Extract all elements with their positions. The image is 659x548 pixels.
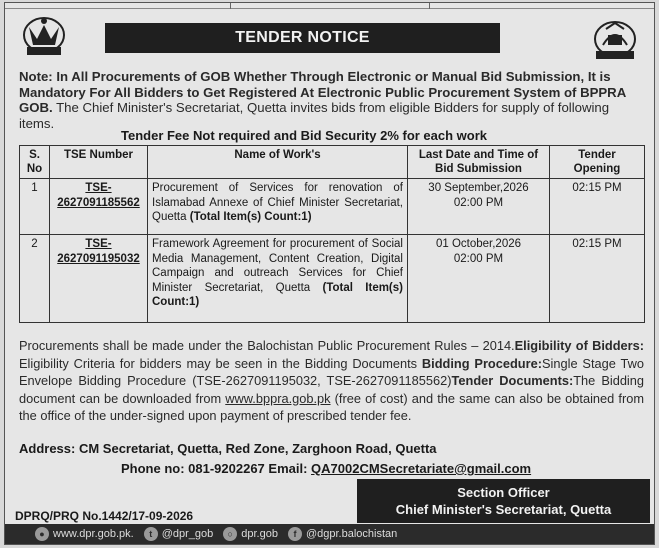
row-work-name [148, 179, 408, 235]
officer-office: Chief Minister's Secretariat, Quetta [395, 502, 612, 517]
row-opening-time: 02:15 PM [550, 179, 645, 235]
phone-label: Phone no: 081-9202267 Email: [121, 461, 312, 476]
note-line-3 [19, 100, 644, 116]
contact-line [121, 461, 531, 476]
procedure-text: Single Stage Two Envelope Bidding Procedure (TSE-2627091195032, TSE-2627091185562) [19, 355, 644, 388]
header-date: Last Date and Time of Bid Submission [408, 146, 550, 179]
documents-label: Tender Documents: [451, 373, 574, 388]
row-deadline [408, 179, 550, 235]
rules-text: Procurements shall be made under the Balochistan Public Procurement Rules – 2014. [19, 338, 515, 353]
page-title: TENDER NOTICE [105, 23, 500, 53]
procedure-label: Bidding Procedure: [421, 355, 542, 371]
row-sno: 1 [20, 179, 50, 235]
footer-site[interactable] [223, 527, 278, 541]
email-link[interactable]: QA7002CMSecretariate@gmail.com [311, 461, 532, 476]
table-row [20, 179, 645, 235]
row-opening-time: 02:15 PM [550, 235, 645, 323]
tender-notice-sheet [4, 2, 655, 545]
footer-facebook-text: @dgpr.balochistan [305, 528, 398, 540]
row-tse-number: TSE-2627091195032 [50, 235, 148, 323]
note-line-4: items. [19, 115, 55, 131]
footer-site-text: dpr.gob [241, 528, 278, 540]
footer-twitter-text: @dpr_gob [161, 528, 214, 540]
government-seal-icon [588, 17, 642, 63]
officer-title: Section Officer [457, 485, 550, 500]
office-address: Address: CM Secretariat, Quetta, Red Zone, Zarghoon Road, Quetta [19, 441, 437, 456]
row-item-count: (Total Item(s) Count:1) [189, 211, 312, 223]
row-work-name [148, 235, 408, 323]
header-opening: Tender Opening [550, 146, 645, 179]
row-deadline [408, 235, 550, 323]
row-sno: 2 [20, 235, 50, 323]
fee-line: Tender Fee Not required and Bid Security 2% for each work [121, 128, 488, 143]
works-table [19, 145, 645, 323]
dprq-reference: DPRQ/PRQ No.1442/17-09-2026 [15, 509, 194, 523]
table-header-row [20, 146, 645, 179]
note-invitation: The Chief Minister's Secretariat, Quetta invites bids from eligible Bidders for supply of following [52, 100, 610, 115]
row-work-desc: Procurement of Services for renovation of Islamabad Annexe of Chief Minister Secretariat, Quetta [152, 182, 403, 223]
footer-web-text: www.dpr.gob.pk. [53, 528, 134, 540]
row-work-desc: Framework Agreement for procurement of Social Media Management, Content Creation, Digital Campaign and outreach Services for Chief Minister Secretariat, Quetta [152, 238, 403, 294]
documents-text: The Bidding document can be downloaded from [19, 373, 645, 406]
facebook-icon: f [288, 527, 302, 541]
balochistan-emblem-icon [17, 13, 71, 59]
note-line-2: Mandatory For All Bidders to Get Registered At Electronic Public Procurement System of BPPRA [19, 84, 627, 100]
instagram-icon: ○ [223, 527, 237, 541]
twitter-icon: t [144, 527, 158, 541]
row-tse-number: TSE-2627091185562 [50, 179, 148, 235]
footer-twitter[interactable] [144, 527, 214, 541]
eligibility-text: Eligibility Criteria for bidders may be seen in the Bidding Documents [19, 355, 422, 371]
top-border-segment [230, 3, 430, 9]
top-border [5, 3, 654, 9]
header-tse: TSE Number [50, 146, 148, 179]
tender-details [19, 337, 644, 425]
mandatory-note [19, 69, 644, 131]
row-date: 01 October,2026 [435, 238, 522, 250]
table-row [20, 235, 645, 323]
footer-web[interactable] [35, 527, 134, 541]
row-time: 02:00 PM [453, 252, 504, 265]
header-name: Name of Work's [148, 146, 408, 179]
signatory-block [357, 479, 650, 523]
documents-rest: (free of cost) and the same can also be obtained from the office of the under-signed upon payment of prescribed tender fee. [19, 390, 644, 423]
bppra-website-link[interactable]: www.bppra.gob.pk [225, 390, 331, 406]
footer-facebook[interactable] [288, 527, 397, 541]
eligibility-label: Eligibility of Bidders: [514, 338, 644, 353]
row-time: 02:00 PM [453, 196, 504, 209]
globe-icon: ● [35, 527, 49, 541]
row-date: 30 September,2026 [428, 182, 529, 194]
note-gob: GOB. [19, 100, 53, 115]
note-line-1: Note: In All Procurements of GOB Whether Through Electronic or Manual Bid Submission, It is [19, 69, 611, 84]
footer-bar [5, 524, 654, 544]
header-sno: S. No [20, 146, 50, 179]
row-item-count: (Total Item(s) Count:1) [152, 281, 403, 308]
